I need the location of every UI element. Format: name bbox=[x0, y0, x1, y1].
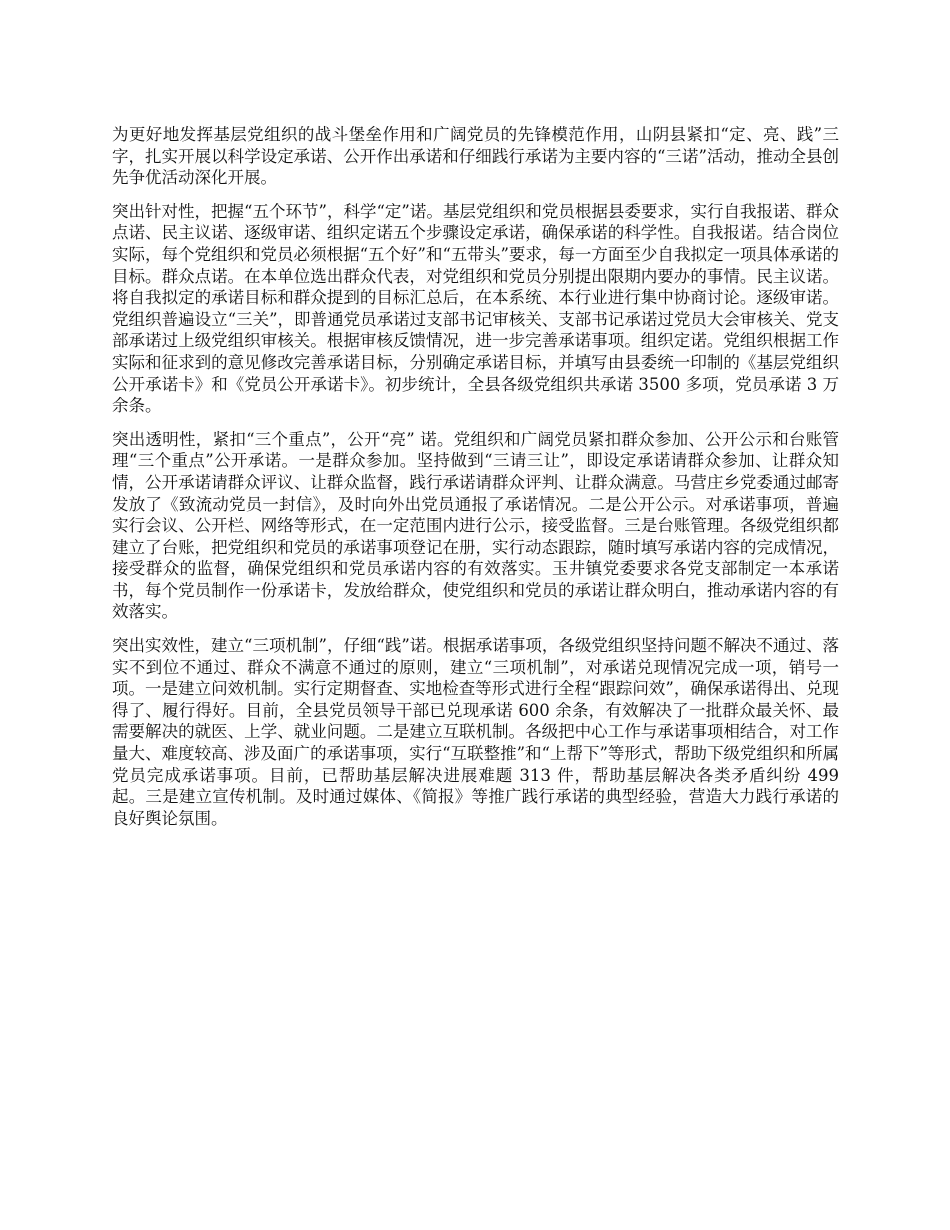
paragraph-targeting: 突出针对性，把握“五个环节”，科学“定”诺。基层党组织和党员根据县委要求，实行自我报诺、群众点诺、民主议诺、逐级审诺、组织定诺五个步骤设定承诺，确保承诺的科学性。自我报诺。结合岗位实际，每个党组织和党员必须根据“五个好”和“五带头”要求，每一方面至少自我拟定一项具体承诺的目标。群众点诺。在本单位选出群众代表，对党组织和党员分别提出限期内要办的事情。民主议诺。将自我拟定的承诺目标和群众提到的目标汇总后，在本系统、本行业进行集中协商讨论。逐级审诺。党组织普遍设立“三关”，即普通党员承诺过支部书记审核关、支部书记承诺过党员大会审核关、党支部承诺过上级党组织审核关。根据审核反馈情况，进一步完善承诺事项。组织定诺。党组织根据工作实际和征求到的意见修改完善承诺目标，分别确定承诺目标，并填写由县委统一印制的《基层党组织公开承诺卡》和《党员公开承诺卡》。初步统计，全县各级党组织共承诺 3500 多项，党员承诺 3 万余条。 bbox=[112, 201, 839, 416]
paragraph-effectiveness: 突出实效性，建立“三项机制”，仔细“践”诺。根据承诺事项，各级党组织坚持问题不解决不通过、落实不到位不通过、群众不满意不通过的原则，建立“三项机制”，对承诺兑现情况完成一项，销号一项。一是建立问效机制。实行定期督查、实地检查等形式进行全程“跟踪问效”，确保承诺得出、兑现得了、履行得好。目前，全县党员领导干部已兑现承诺 600 余条，有效解决了一批群众最关怀、最需要解决的就医、上学、就业问题。二是建立互联机制。各级把中心工作与承诺事项相结合，对工作量大、难度较高、涉及面广的承诺事项，实行“互联整推”和“上帮下”等形式，帮助下级党组织和所属党员完成承诺事项。目前，已帮助基层解决进展难题 313 件，帮助基层解决各类矛盾纠纷 499 起。三是建立宣传机制。及时通过媒体、《简报》等推广践行承诺的典型经验，营造大力践行承诺的良好舆论氛围。 bbox=[112, 636, 839, 828]
paragraph-intro: 为更好地发挥基层党组织的战斗堡垒作用和广阔党员的先锋模范作用，山阴县紧扣“定、亮、践”三字，扎实开展以科学设定承诺、公开作出承诺和仔细践行承诺为主要内容的“三诺”活动，推动全县创先争优活动深化开展。 bbox=[112, 125, 839, 188]
document-body bbox=[112, 124, 839, 841]
paragraph-transparency: 突出透明性，紧扣“三个重点”，公开“亮” 诺。党组织和广阔党员紧扣群众参加、公开公示和台账管理“三个重点”公开承诺。一是群众参加。坚持做到“三请三让”，即设定承诺请群众参加、让群众知情，公开承诺请群众评议、让群众监督，践行承诺请群众评判、让群众满意。马营庄乡党委通过邮寄发放了《致流动党员一封信》，及时向外出党员通报了承诺情况。二是公开公示。对承诺事项，普遍实行会议、公开栏、网络等形式，在一定范围内进行公示，接受监督。三是台账管理。各级党组织都建立了台账，把党组织和党员的承诺事项登记在册，实行动态跟踪，随时填写承诺内容的完成情况，接受群众的监督，确保党组织和党员承诺内容的有效落实。玉井镇党委要求各党支部制定一本承诺书，每个党员制作一份承诺卡，发放给群众，使党组织和党员的承诺让群众明白，推动承诺内容的有效落实。 bbox=[112, 429, 839, 622]
